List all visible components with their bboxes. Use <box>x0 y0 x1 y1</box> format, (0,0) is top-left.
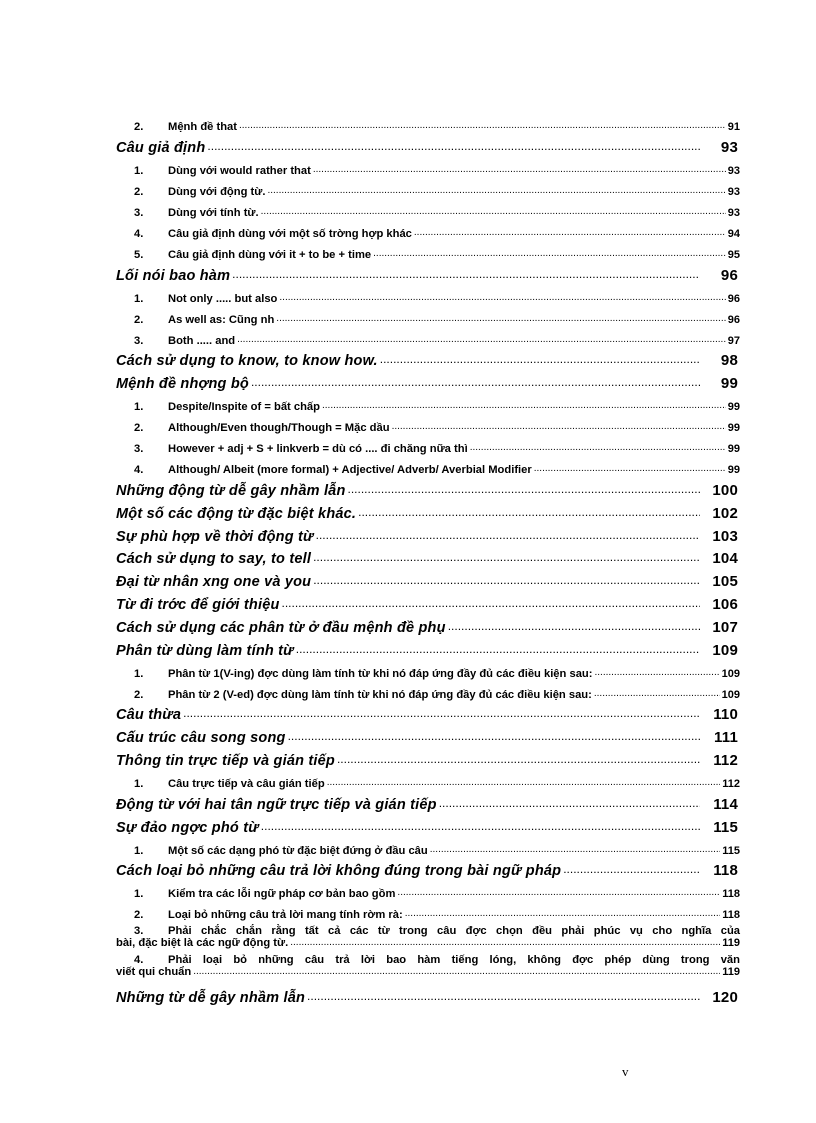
toc-section-entry[interactable] <box>116 476 740 499</box>
toc-entry-number: 1. <box>134 292 144 305</box>
toc-page-number: 97 <box>727 334 740 347</box>
toc-page-number: 118 <box>713 862 738 880</box>
toc-entry-label: Lối nói bao hàm <box>116 267 231 284</box>
toc-entry-number: 3. <box>134 443 144 456</box>
toc-page-number: 118 <box>722 888 740 901</box>
toc-sub-entry[interactable] <box>116 284 740 305</box>
dot-leader <box>348 482 700 499</box>
dot-leader <box>534 463 726 476</box>
toc-section-entry[interactable] <box>116 813 740 836</box>
toc-entry-label <box>134 121 237 133</box>
toc-page-number: 109 <box>721 667 740 680</box>
dot-leader <box>183 706 700 723</box>
toc-section-entry[interactable] <box>116 613 740 636</box>
dot-leader <box>261 206 726 219</box>
dot-leader <box>327 777 721 790</box>
toc-sub-entry[interactable] <box>116 900 740 921</box>
toc-entry-label: Cách sử dụng to say, to tell <box>116 551 312 568</box>
dot-leader <box>276 313 725 326</box>
toc-page-number: 111 <box>714 729 738 747</box>
toc-entry-number: 1. <box>134 401 144 414</box>
dot-leader <box>251 375 700 392</box>
dot-leader <box>193 966 720 978</box>
toc-section-entry[interactable] <box>116 790 740 813</box>
toc-section-entry[interactable] <box>116 567 740 590</box>
toc-page-number: 96 <box>727 292 740 305</box>
toc-entry-number: 2. <box>134 313 144 326</box>
toc-entry-label <box>134 422 390 434</box>
toc-sub-entry[interactable] <box>116 659 740 680</box>
toc-sub-entry[interactable] <box>116 240 740 261</box>
toc-page-number: 118 <box>722 909 740 922</box>
toc-entry-text: Câu giả định dùng với một số trờng hợp khác <box>168 227 412 240</box>
toc-entry-label <box>134 293 277 305</box>
toc-page-number: 107 <box>712 618 738 636</box>
toc-entry-number: 1. <box>134 844 144 857</box>
toc-entry-label <box>134 909 403 921</box>
toc-sub-entry[interactable] <box>116 879 740 900</box>
toc-sub-entry[interactable] <box>116 925 740 949</box>
toc-section-entry[interactable] <box>116 133 740 156</box>
toc-page-number: 99 <box>727 401 740 414</box>
toc-entry-label: Những từ dễ gây nhầm lẫn <box>116 990 306 1007</box>
dot-leader <box>563 862 700 879</box>
dot-leader <box>322 400 726 413</box>
toc-entry-label <box>134 845 428 857</box>
toc-entry-number: 3. <box>134 206 144 219</box>
toc-entry-number: 1. <box>134 164 144 177</box>
toc-page-number: 110 <box>713 706 738 724</box>
toc-sub-entry[interactable] <box>116 455 740 476</box>
dot-leader <box>373 248 726 261</box>
toc-entry-label <box>134 165 311 177</box>
dot-leader <box>267 185 725 198</box>
toc-entry-label <box>134 207 259 219</box>
toc-entry-text: Mệnh đề that <box>168 121 237 133</box>
dot-leader <box>279 292 725 305</box>
toc-entry-text: Loại bỏ những câu trả lời mang tính rờm rà: <box>168 909 403 922</box>
toc-entry-text: Phân từ 2 (V-ed) đợc dùng làm tính từ khi nó đáp ứng đầy đủ các điều kiện sau: <box>168 688 592 701</box>
toc-entry-text: Despite/Inspite of = bất chấp <box>168 401 320 414</box>
toc-section-entry[interactable] <box>116 723 740 746</box>
toc-sub-entry[interactable] <box>116 769 740 790</box>
toc-page-number: 106 <box>712 595 738 613</box>
toc-page-number: 95 <box>727 248 740 261</box>
toc-entry-number: 2. <box>134 909 144 922</box>
toc-entry-text: Not only ..... but also <box>168 292 278 305</box>
toc-entry-label: Động từ với hai tân ngữ trực tiếp và gián tiếp <box>116 796 437 813</box>
toc-page-number: 119 <box>722 937 740 950</box>
toc-entry-number: 4. <box>134 954 144 967</box>
toc-entry-text: Both ..... and <box>168 334 236 347</box>
toc-entry-label: Từ đi trớc để giới thiệu <box>116 596 280 613</box>
toc-sub-entry[interactable] <box>116 219 740 240</box>
toc-page-number: 94 <box>727 227 740 240</box>
toc-page-number: 93 <box>727 185 740 198</box>
toc-entry-text: Dùng với động từ. <box>168 185 266 198</box>
dot-leader <box>307 989 700 1006</box>
toc-page-number: 120 <box>712 989 738 1007</box>
dot-leader <box>405 908 721 921</box>
toc-entry-label: Cấu trúc câu song song <box>116 730 286 747</box>
toc-sub-entry[interactable] <box>116 198 740 219</box>
toc-entry-label <box>134 668 592 680</box>
toc-entry-number: 1. <box>134 777 144 790</box>
toc-entry-label <box>134 464 532 476</box>
dot-leader <box>239 120 726 133</box>
toc-page-number: 98 <box>720 352 738 370</box>
toc-entry-label <box>134 249 371 261</box>
toc-entry-label: Thông tin trực tiếp và gián tiếp <box>116 752 335 769</box>
toc-page-number: 93 <box>727 164 740 177</box>
page-number-footer: v <box>622 1064 629 1079</box>
toc-entry-label: Câu giả định <box>116 139 206 156</box>
toc-entry-label <box>134 335 235 347</box>
toc-entry-label <box>134 778 325 790</box>
toc-entry-label: Câu thừa <box>116 707 182 724</box>
toc-page-number: 102 <box>712 504 738 522</box>
toc-section-entry[interactable] <box>116 701 740 724</box>
toc-entry-number: 3. <box>134 334 144 347</box>
toc-entry-text: Câu giả định dùng với it + to be + time <box>168 248 372 261</box>
toc-entry-label: Sự phù hợp về thời động từ <box>116 528 314 545</box>
toc-entry-label: Phải chắc chắn rằng tất cả các từ trong câu đợc chọn đều phải phúc vụ cho nghĩa của <box>168 925 740 938</box>
toc-entry-label: Cách loại bỏ những câu trả lời không đúng trong bài ngữ pháp <box>116 863 562 880</box>
toc-page-number: 99 <box>727 422 740 435</box>
toc-section-entry[interactable] <box>116 347 740 370</box>
toc-entry-label <box>134 228 412 240</box>
toc-page-number: 103 <box>712 527 738 545</box>
toc-entry-text: Kiểm tra các lỗi ngữ pháp cơ bản bao gồm <box>168 888 396 901</box>
toc-page-number: 119 <box>722 966 740 979</box>
dot-leader <box>288 729 700 746</box>
dot-leader <box>207 139 700 156</box>
toc-page-number: 114 <box>713 795 738 813</box>
toc-section-entry[interactable] <box>116 499 740 522</box>
toc-entry-text: Dùng với would rather that <box>168 164 311 177</box>
toc-section-entry[interactable] <box>116 590 740 613</box>
toc-entry-number: 5. <box>134 248 144 261</box>
toc-entry-label: Mệnh đề nhợng bộ <box>116 376 249 393</box>
toc-page-number: 112 <box>713 751 738 769</box>
toc-page-number: 93 <box>727 206 740 219</box>
toc-entry-number: 2. <box>134 422 144 435</box>
toc-entry-label <box>134 689 592 701</box>
dot-leader <box>290 937 720 949</box>
toc-section-entry[interactable] <box>116 261 740 284</box>
dot-leader <box>337 752 700 769</box>
dot-leader <box>232 267 700 284</box>
toc-page-number: 115 <box>713 818 738 836</box>
toc-sub-entry[interactable] <box>116 156 740 177</box>
toc-section-entry[interactable] <box>116 522 740 545</box>
toc-entry-number: 2. <box>134 121 144 133</box>
toc-sub-entry[interactable] <box>116 305 740 326</box>
toc-page-number: 99 <box>720 375 738 393</box>
dot-leader <box>261 819 700 836</box>
dot-leader <box>470 442 726 455</box>
toc-entry-text: Although/ Albeit (more formal) + Adjective/ Adverb/ Averbial Modifier <box>168 464 532 477</box>
toc-entry-label <box>134 314 274 326</box>
toc-entry-text: Một số các dạng phó từ đặc biệt đứng ở đầu câu <box>168 844 428 857</box>
toc-section-entry[interactable] <box>116 545 740 568</box>
dot-leader <box>380 352 700 369</box>
toc-entry-text: Dùng với tính từ. <box>168 206 259 219</box>
toc-page-number: 109 <box>721 688 740 701</box>
toc-page-number: 115 <box>722 844 740 857</box>
toc-entry-label: Cách sử dụng các phân từ ở đầu mệnh đề phụ <box>116 619 446 636</box>
toc-sub-entry[interactable] <box>116 326 740 347</box>
toc-sub-entry[interactable] <box>116 954 740 978</box>
toc-entry-label: Những động từ dễ gây nhầm lẫn <box>116 482 346 499</box>
dot-leader <box>358 505 700 522</box>
toc-entry-label-continued: bài, đặc biệt là các ngữ động từ. <box>116 937 289 950</box>
toc-entry-label <box>134 401 320 413</box>
toc-sub-entry[interactable] <box>116 112 740 133</box>
toc-sub-entry[interactable] <box>116 392 740 413</box>
dot-leader <box>414 227 726 240</box>
toc-page-number: 93 <box>720 138 738 156</box>
toc-entry-number: 2. <box>134 185 144 198</box>
toc-page-number: 112 <box>722 777 740 790</box>
toc-entry-label: Sự đảo ngợc phó từ <box>116 819 259 836</box>
toc-entry-text: As well as: Cũng nh <box>168 313 275 326</box>
toc-entry-label <box>134 186 265 198</box>
dot-leader <box>313 573 700 590</box>
dot-leader <box>316 528 700 545</box>
toc-section-entry[interactable] <box>116 983 740 1006</box>
toc-entry-label: Cách sử dụng to know, to know how. <box>116 353 378 370</box>
dot-leader <box>237 334 726 347</box>
table-of-contents <box>116 112 740 1006</box>
toc-page-number: 96 <box>727 313 740 326</box>
dot-leader <box>430 844 721 857</box>
toc-entry-text: Câu trực tiếp và câu gián tiếp <box>168 777 325 790</box>
toc-page-number: 105 <box>712 573 738 591</box>
toc-page-number: 109 <box>712 641 738 659</box>
toc-sub-entry[interactable] <box>116 680 740 701</box>
toc-page-number: 91 <box>727 121 740 133</box>
toc-entry-number: 4. <box>134 227 144 240</box>
toc-page-number: 100 <box>712 481 738 499</box>
dot-leader <box>594 667 719 680</box>
dot-leader <box>313 164 726 177</box>
dot-leader <box>397 887 720 900</box>
toc-page-number: 96 <box>720 266 738 284</box>
toc-page-number: 99 <box>727 464 740 477</box>
toc-entry-number: 1. <box>134 888 144 901</box>
toc-entry-label-continued: viết qui chuẩn <box>116 966 192 979</box>
toc-sub-entry[interactable] <box>116 177 740 198</box>
toc-entry-number: 3. <box>134 925 144 938</box>
toc-entry-number: 4. <box>134 464 144 477</box>
toc-entry-number: 1. <box>134 667 144 680</box>
toc-sub-entry[interactable] <box>116 836 740 857</box>
toc-entry-label <box>134 888 395 900</box>
toc-entry-label: Một số các động từ đặc biệt khác. <box>116 505 357 522</box>
toc-entry-text: Phân từ 1(V-ing) đợc dùng làm tính từ khi nó đáp ứng đầy đủ các điều kiện sau: <box>168 667 593 680</box>
dot-leader <box>439 796 700 813</box>
toc-sub-entry[interactable] <box>116 434 740 455</box>
toc-entry-label: Phân từ dùng làm tính từ <box>116 642 294 659</box>
dot-leader <box>282 596 700 613</box>
toc-section-entry[interactable] <box>116 636 740 659</box>
toc-entry-text: Although/Even though/Though = Mặc dầu <box>168 422 390 435</box>
toc-section-entry[interactable] <box>116 857 740 880</box>
toc-entry-label: Phải loại bỏ những câu trả lời bao hàm tiếng lóng, không đợc phép dùng trong văn <box>168 954 740 967</box>
dot-leader <box>296 642 700 659</box>
toc-sub-entry[interactable] <box>116 413 740 434</box>
dot-leader <box>392 421 726 434</box>
toc-entry-number: 2. <box>134 688 144 701</box>
toc-page-number: 104 <box>712 550 738 568</box>
toc-entry-label: Đại từ nhân xng one và you <box>116 574 312 591</box>
dot-leader <box>448 619 700 636</box>
dot-leader <box>313 550 700 567</box>
toc-section-entry[interactable] <box>116 369 740 392</box>
dot-leader <box>594 688 720 701</box>
toc-section-entry[interactable] <box>116 746 740 769</box>
toc-page-number: 99 <box>727 443 740 456</box>
toc-entry-text: However + adj + S + linkverb = dù có .... đi chăng nữa thì <box>168 443 468 456</box>
toc-entry-label <box>134 443 468 455</box>
